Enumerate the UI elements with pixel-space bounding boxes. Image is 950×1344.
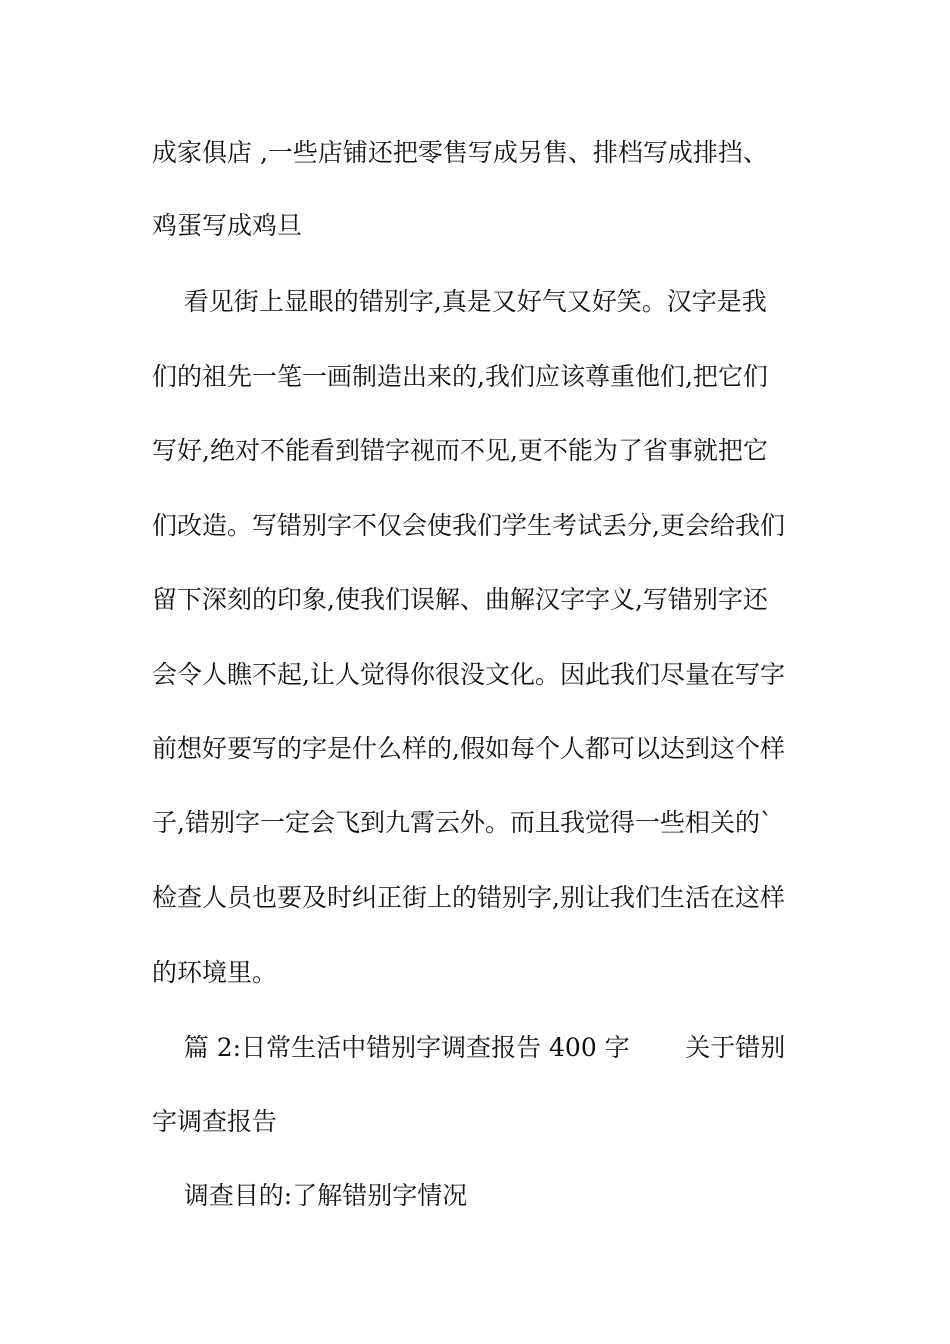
section-heading: 篇 2:日常生活中错别字调查报告 400 字 关于错别	[152, 1033, 786, 1062]
text-line: 看见街上显眼的错别字,真是又好气又好笑。汉字是我	[152, 287, 767, 316]
text-line: 写好,绝对不能看到错字视而不见,更不能为了省事就把它	[152, 436, 768, 465]
text-line: 的环境里。	[152, 958, 278, 987]
text-line: 子,错别字一定会飞到九霄云外。而且我觉得一些相关的`	[152, 808, 773, 837]
text-line: 们改造。写错别字不仅会使我们学生考试丢分,更会给我们	[152, 511, 785, 540]
text-line: 留下深刻的印象,使我们误解、曲解汉字字义,写错别字还	[152, 585, 768, 614]
text-line: 调查目的:了解错别字情况	[152, 1181, 468, 1210]
text-line: 会令人瞧不起,让人觉得你很没文化。因此我们尽量在写字	[152, 660, 785, 689]
text-line: 检查人员也要及时纠正街上的错别字,别让我们生活在这样	[152, 883, 785, 912]
text-line: 鸡蛋写成鸡旦	[152, 211, 303, 240]
text-line: 们的祖先一笔一画制造出来的,我们应该尊重他们,把它们	[152, 362, 768, 391]
text-line: 前想好要写的字是什么样的,假如每个人都可以达到这个样	[152, 734, 785, 763]
section-heading-continuation: 字调查报告	[152, 1107, 278, 1136]
text-line: 成家俱店 ,一些店铺还把零售写成另售、排档写成排挡、	[152, 138, 768, 167]
